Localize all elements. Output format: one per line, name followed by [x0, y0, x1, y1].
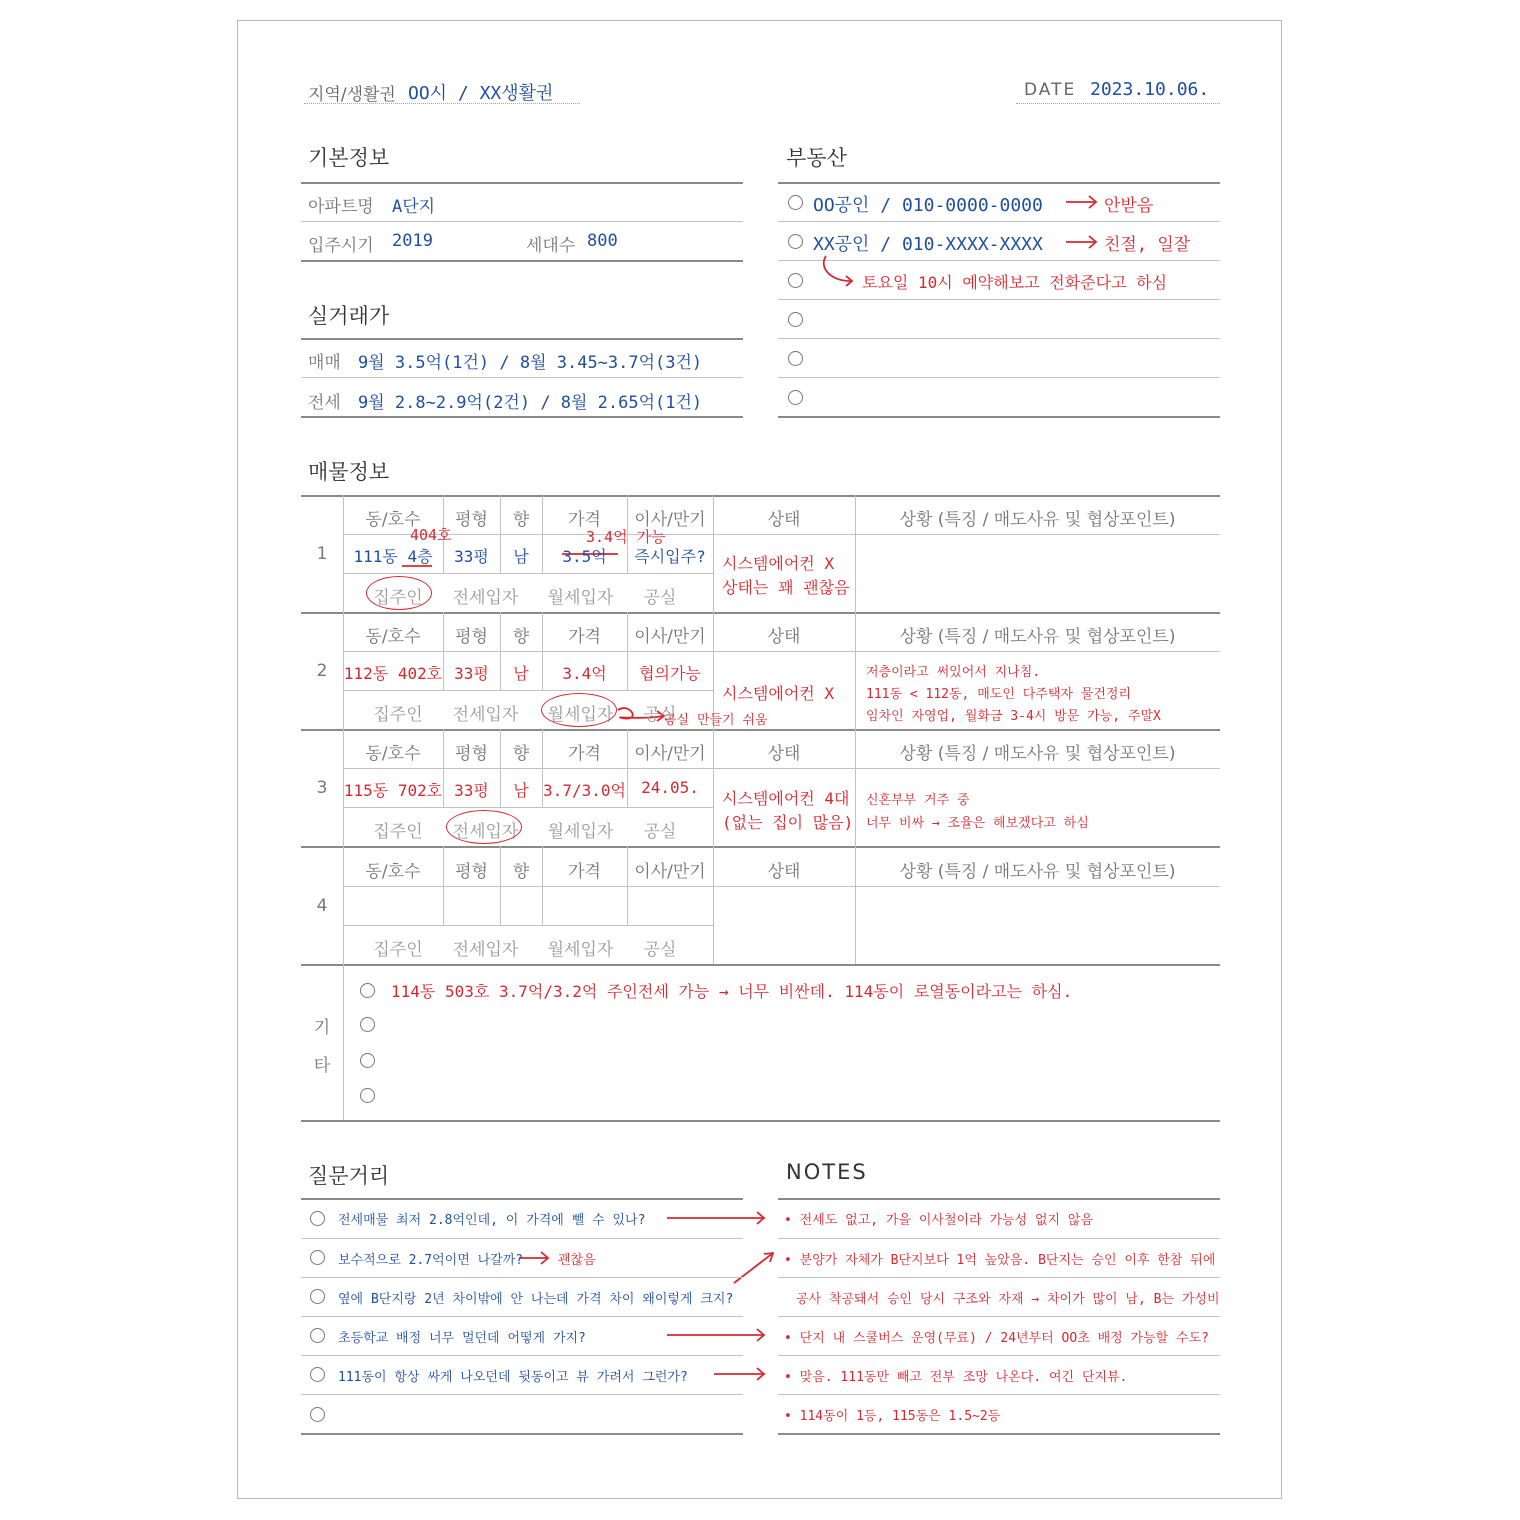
rule [301, 1316, 743, 1317]
occupancy-jeonse[interactable]: 전세입자 [452, 940, 519, 960]
etc-label-1: 기 [313, 1018, 331, 1038]
rule [301, 1120, 1220, 1122]
note-item-5: • 맞음. 111동만 빼고 전부 조망 나온다. 여긴 단지뷰. [784, 1370, 1128, 1385]
unit-value: 112동 402호 [343, 664, 443, 683]
note-item-6: • 114동이 1등, 115동은 1.5~2등 [784, 1409, 1001, 1424]
checkbox-circle[interactable] [360, 1088, 375, 1103]
col-unit-header: 동/호수 [365, 744, 421, 764]
rule [343, 534, 1220, 535]
rule [301, 495, 1220, 497]
situation-line-1: 신혼부부 거주 중 [866, 793, 970, 808]
move-value: 24.05. [641, 778, 699, 797]
occupancy-jeonse[interactable]: 전세입자 [452, 822, 519, 842]
rule [778, 1316, 1220, 1317]
occupancy-wolse[interactable]: 월세입자 [547, 588, 614, 608]
rule [343, 807, 713, 808]
households-label: 세대수 [526, 236, 576, 256]
col-size-header: 평형 [455, 627, 488, 647]
col-facing-header: 향 [512, 627, 530, 647]
col-size-header: 평형 [455, 510, 488, 530]
occupancy-owner[interactable]: 집주인 [373, 822, 423, 842]
rule [301, 1355, 743, 1356]
listings-title: 매물정보 [308, 460, 390, 484]
selection-circle [366, 576, 432, 610]
unit-correction: 404호 [410, 526, 452, 544]
rule [301, 846, 1220, 848]
col-situation-header: 상황 (특징 / 매도사유 및 협상포인트) [899, 862, 1176, 882]
selection-circle [446, 810, 522, 844]
checkbox-circle[interactable] [310, 1407, 325, 1422]
rule [343, 573, 713, 574]
rule [778, 1394, 1220, 1395]
notes-title: NOTES [786, 1160, 868, 1184]
col-situation-header: 상황 (특징 / 매도사유 및 협상포인트) [899, 627, 1176, 647]
status-line-1: 시스템에어컨 X [722, 684, 835, 703]
col-situation-header: 상황 (특징 / 매도사유 및 협상포인트) [899, 744, 1176, 764]
date-label: DATE [1024, 80, 1077, 100]
col-unit-header: 동/호수 [365, 510, 421, 530]
occupancy-jeonse[interactable]: 전세입자 [452, 588, 519, 608]
checkbox-circle[interactable] [310, 1289, 325, 1304]
region-label: 지역/생활권 [308, 85, 396, 105]
price-value: 3.5억 [562, 547, 607, 566]
question-inline-answer: 괜찮음 [558, 1253, 596, 1268]
occupancy-vacant[interactable]: 공실 [643, 705, 677, 725]
date-value: 2023.10.06. [1090, 79, 1210, 100]
status-line-2: (없는 집이 많음) [722, 813, 854, 832]
col-move-header: 이사/만기 [634, 627, 706, 647]
rule [713, 495, 714, 964]
movein-label: 입주시기 [308, 236, 374, 256]
price-correction: 3.4억 가능 [586, 528, 666, 546]
row-number: 3 [316, 778, 328, 798]
occupancy-wolse[interactable]: 월세입자 [547, 705, 614, 725]
situation-line-1: 저층이라고 써있어서 지나침. [866, 665, 1041, 680]
checkbox-circle[interactable] [360, 983, 375, 998]
occupancy-jeonse[interactable]: 전세입자 [452, 705, 519, 725]
rule [855, 495, 856, 964]
occupancy-vacant[interactable]: 공실 [643, 588, 677, 608]
situation-line-2: 너무 비싸 → 조율은 해보겠다고 하심 [866, 816, 1089, 831]
col-status-header: 상태 [767, 744, 801, 764]
row-number: 2 [316, 661, 328, 681]
col-situation-header: 상황 (특징 / 매도사유 및 협상포인트) [899, 510, 1176, 530]
rule [301, 1198, 743, 1200]
col-move-header: 이사/만기 [634, 510, 706, 530]
arrow-icon [734, 1253, 773, 1283]
jeonse-label: 전세 [308, 393, 341, 413]
selection-circle [541, 693, 617, 727]
realestate-item-2: XX공인 / 010-XXXX-XXXX [813, 234, 1043, 255]
col-facing-header: 향 [512, 510, 530, 530]
note-item-3: 공사 착공돼서 승인 당시 구조와 자재 → 차이가 많이 남, B는 가성비 [796, 1292, 1220, 1307]
situation-line-2: 111동 < 112동, 매도인 다주택자 물건정리 [866, 687, 1132, 702]
move-value: 협의가능 [639, 664, 701, 683]
col-move-header: 이사/만기 [634, 744, 706, 764]
rule [301, 1394, 743, 1395]
situation-line-3: 임차인 자영업, 월화금 3-4시 방문 가능, 주말X [866, 709, 1161, 724]
rule [343, 690, 713, 691]
facing-value: 남 [513, 664, 529, 683]
vacancy-note: 공실 만들기 쉬움 [664, 713, 768, 728]
col-price-header: 가격 [568, 627, 601, 647]
col-move-header: 이사/만기 [634, 862, 706, 882]
col-status-header: 상태 [767, 510, 801, 530]
checkbox-circle[interactable] [310, 1211, 325, 1226]
checkbox-circle[interactable] [360, 1053, 375, 1068]
col-size-header: 평형 [455, 862, 488, 882]
rule [343, 925, 713, 926]
transactions-title: 실거래가 [308, 304, 390, 328]
realestate-note-2: 친절, 일잘 [1104, 235, 1191, 255]
col-price-header: 가격 [568, 510, 601, 530]
status-line-2: 상태는 꽤 괜찮음 [722, 578, 850, 597]
checkbox-circle[interactable] [310, 1250, 325, 1265]
col-status-header: 상태 [767, 862, 801, 882]
rule [778, 1277, 1220, 1278]
occupancy-owner[interactable]: 집주인 [373, 588, 423, 608]
price-value: 3.7/3.0억 [543, 781, 626, 800]
rule [778, 1355, 1220, 1356]
occupancy-wolse[interactable]: 월세입자 [547, 940, 614, 960]
occupancy-vacant[interactable]: 공실 [643, 940, 677, 960]
status-line-1: 시스템에어컨 4대 [722, 789, 850, 808]
col-price-header: 가격 [568, 862, 601, 882]
status-line-1: 시스템에어컨 X [722, 554, 835, 573]
question-item-5: 111동이 항상 싸게 나오던데 뒷동이고 뷰 가려서 그런가? [338, 1370, 688, 1385]
rule [301, 964, 1220, 966]
size-value: 33평 [454, 781, 489, 800]
apt-label: 아파트명 [308, 197, 374, 217]
question-item-4: 초등학교 배정 너무 멀던데 어떻게 가지? [338, 1331, 586, 1346]
occupancy-owner[interactable]: 집주인 [373, 705, 423, 725]
col-price-header: 가격 [568, 744, 601, 764]
row-number: 1 [316, 544, 328, 564]
sale-label: 매매 [308, 353, 341, 373]
sale-value: 9월 3.5억(1건) / 8월 3.45~3.7억(3건) [358, 353, 703, 373]
apt-value: A단지 [392, 197, 436, 217]
price-value: 3.4억 [562, 664, 607, 683]
etc-label-2: 타 [313, 1056, 331, 1076]
basic-info-title: 기본정보 [308, 146, 390, 170]
unit-value: 115동 702호 [343, 781, 443, 800]
households-value: 800 [587, 231, 618, 251]
col-facing-header: 향 [512, 862, 530, 882]
question-item-2: 보수적으로 2.7억이면 나갈까? [338, 1253, 524, 1268]
rule [301, 1433, 743, 1435]
col-size-header: 평형 [455, 744, 488, 764]
size-value: 33평 [454, 664, 489, 683]
row-number: 4 [316, 896, 328, 916]
checkbox-circle[interactable] [360, 1017, 375, 1032]
unit-value: 111동 4층 [353, 547, 433, 566]
jeonse-value: 9월 2.8~2.9억(2건) / 8월 2.65억(1건) [358, 393, 703, 413]
rule [343, 886, 1220, 887]
region-value: OO시 / XX생활권 [408, 83, 554, 104]
note-item-1: • 전세도 없고, 가을 이사철이라 가능성 없지 않음 [784, 1213, 1094, 1228]
rule [778, 1198, 1220, 1200]
facing-value: 남 [513, 781, 529, 800]
realestate-note-1: 안받음 [1104, 196, 1154, 216]
col-facing-header: 향 [512, 744, 530, 764]
rule [301, 1238, 743, 1239]
rule [778, 1433, 1220, 1435]
col-unit-header: 동/호수 [365, 627, 421, 647]
rule [343, 651, 1220, 652]
note-item-2: • 분양가 자체가 B단지보다 1억 높았음. B단지는 승인 이후 한참 뒤에 [784, 1253, 1216, 1268]
checkbox-circle[interactable] [310, 1367, 325, 1382]
size-value: 33평 [454, 547, 489, 566]
col-unit-header: 동/호수 [365, 862, 421, 882]
realestate-note-3: 토요일 10시 예약해보고 전화준다고 하심 [862, 273, 1168, 292]
occupancy-vacant[interactable]: 공실 [643, 822, 677, 842]
occupancy-owner[interactable]: 집주인 [373, 940, 423, 960]
col-status-header: 상태 [767, 627, 801, 647]
rule [343, 768, 1220, 769]
rule [301, 612, 1220, 614]
facing-value: 남 [513, 547, 529, 566]
rule [301, 1277, 743, 1278]
question-item-3: 옆에 B단지랑 2년 차이밖에 안 나는데 가격 차이 왜이렇게 크지? [338, 1292, 734, 1307]
note-item-4: • 단지 내 스쿨버스 운영(무료) / 24년부터 OO초 배정 가능할 수도? [784, 1331, 1209, 1346]
etc-item-1: 114동 503호 3.7억/3.2억 주인전세 가능 → 너무 비싼데. 114동이 로열동이라고는 하심. [391, 982, 1073, 1001]
occupancy-wolse[interactable]: 월세입자 [547, 822, 614, 842]
realestate-item-1: OO공인 / 010-0000-0000 [813, 195, 1043, 216]
movein-value: 2019 [392, 231, 433, 251]
question-item-1: 전세매물 최저 2.8억인데, 이 가격에 뺄 수 있나? [338, 1213, 646, 1228]
move-value: 즉시입주? [634, 547, 706, 566]
questions-title: 질문거리 [308, 1164, 390, 1188]
realestate-title: 부동산 [786, 146, 847, 170]
rule [778, 1238, 1220, 1239]
rule [301, 729, 1220, 731]
checkbox-circle[interactable] [310, 1328, 325, 1343]
